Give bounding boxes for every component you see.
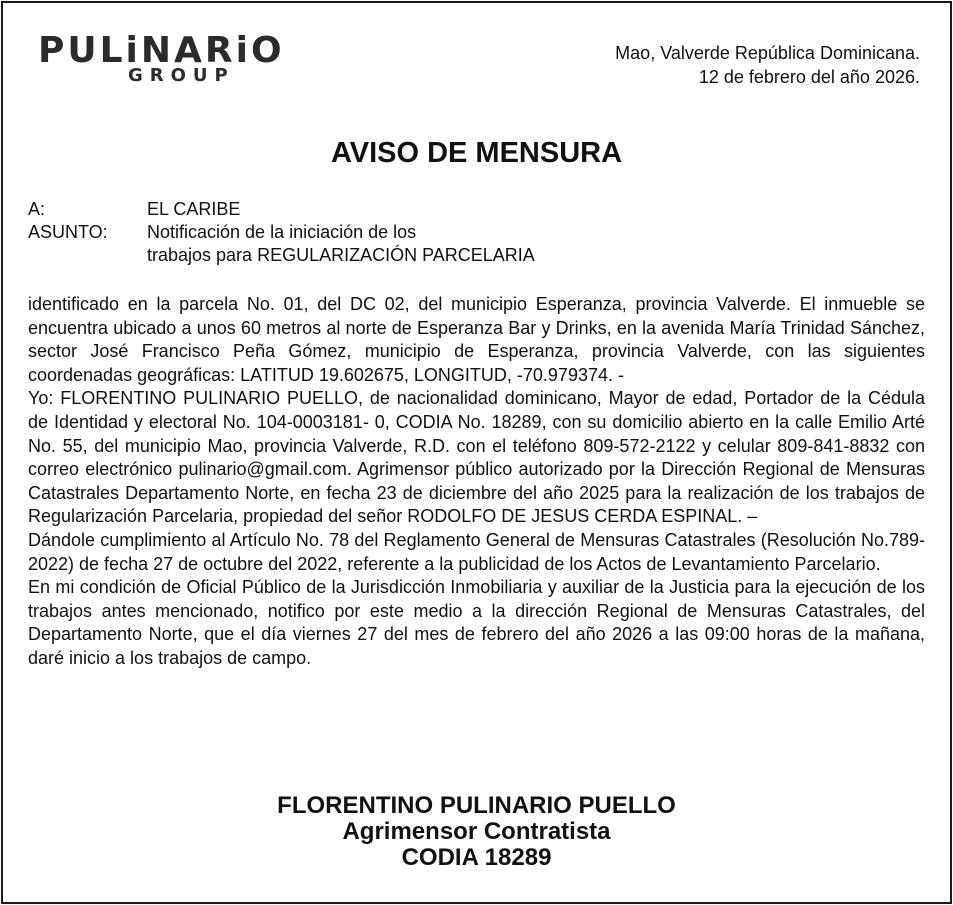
place-date-block: [615, 41, 920, 89]
subject-value: [147, 221, 728, 267]
addressee-block: [28, 198, 728, 267]
notice-body: [28, 293, 925, 671]
notice-title: AVISO DE MENSURA: [330, 137, 623, 169]
paragraph-parcel: identificado en la parcela No. 01, del DC 02, del municipio Esperanza, provincia Valverde. El inmueble se encuentra ubicado a unos 60 metros al norte de Esperanza Bar y Drinks, en la avenida María Trinidad Sánchez, sector José Francisco Peña Gómez, municipio de Esperanza, provincia Valverde, con las siguientes coordenadas geográficas: LATITUD 19.602675, LONGITUD, -70.979374. -: [28, 294, 925, 385]
logo-subtitle: GROUP: [128, 65, 235, 86]
to-value: EL CARIBE: [147, 199, 241, 219]
notice-frame: [1, 1, 952, 904]
company-logo: [38, 30, 368, 89]
paragraph-regulation: Dándole cumplimiento al Artículo No. 78 del Reglamento General de Mensuras Catastrales (Resolución No.789-2022) de fecha 27 de octubre del 2022, referente a la publicidad de los Actos de Levantamiento Parcelario.: [28, 529, 925, 574]
date-line: 12 de febrero del año 2026.: [698, 67, 920, 87]
place-line: Mao, Valverde República Dominicana.: [615, 43, 920, 63]
logo-wordmark: PULiNARiO: [38, 30, 285, 71]
subject-line-1: Notificación de la iniciación de los: [147, 222, 417, 242]
subject-label: ASUNTO:: [28, 222, 108, 242]
to-label: A:: [28, 199, 46, 219]
to-row: [28, 198, 728, 221]
paragraph-surveyor: Yo: FLORENTINO PULINARIO PUELLO, de nacionalidad dominicano, Mayor de edad, Portador de la Cédula de Identidad y electoral No. 104-0003181- 0, CODIA No. 18289, con su domicilio abierto en la calle Emilio Arté No. 55, del municipio Mao, provincia Valverde, R.D. con el teléfono 809-572-2122 y celular 809-841-8832 con correo electrónico pulinario@gmail.com. Agrimensor público autorizado por la Dirección Regional de Mensuras Catastrales Departamento Norte, en fecha 23 de diciembre del año 2025 para la realización de los trabajos de Regularización Parcelaria, propiedad del señor RODOLFO DE JESUS CERDA ESPINAL. –: [28, 388, 925, 527]
signer-codia: CODIA 18289: [401, 844, 552, 871]
signer-role: Agrimensor Contratista: [342, 818, 611, 845]
signature-block: [3, 793, 950, 871]
signer-name: FLORENTINO PULINARIO PUELLO: [277, 792, 676, 819]
subject-line-2: trabajos para REGULARIZACIÓN PARCELARIA: [147, 245, 535, 265]
paragraph-notification: En mi condición de Oficial Público de la Jurisdicción Inmobiliaria y auxiliar de la Justicia para la ejecución de los trabajos antes mencionado, notifico por este medio a la dirección Regional de Mensuras Catastrales, del Departamento Norte, que el día viernes 27 del mes de febrero del año 2026 a las 09:00 horas de la mañana, daré inicio a los trabajos de campo.: [28, 577, 925, 668]
subject-row: [28, 221, 728, 267]
